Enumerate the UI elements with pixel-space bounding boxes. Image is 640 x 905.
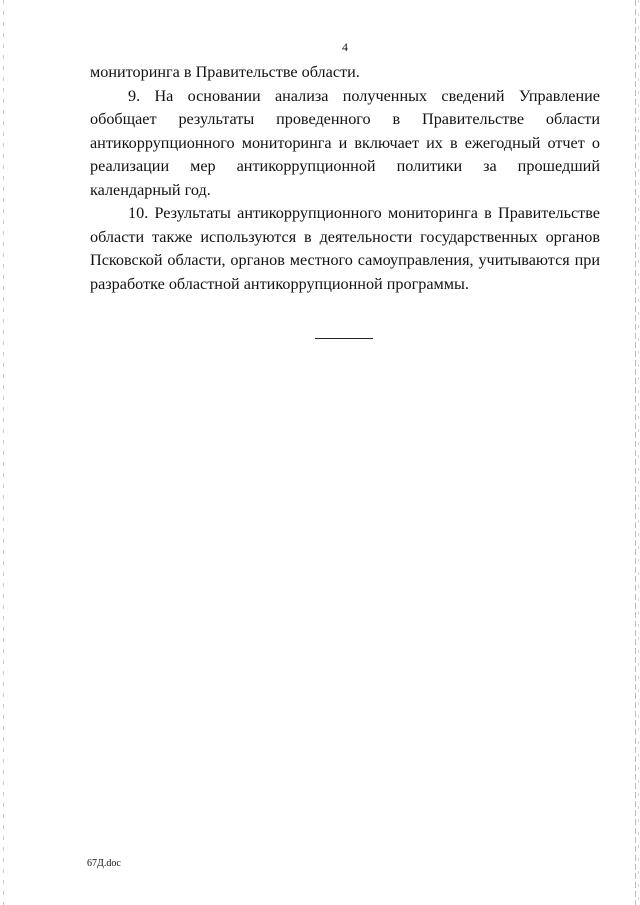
paragraph-line: Псковской области, органов местного самоуправления, учитываются при xyxy=(90,251,600,269)
scan-edge-left xyxy=(3,0,4,905)
paragraph-line: календарный год. xyxy=(90,180,211,199)
paragraph-line: антикоррупционного мониторинга и включает их в ежегодный отчет о xyxy=(90,133,600,152)
page-number: 4 xyxy=(342,40,348,54)
scan-edge-right xyxy=(635,0,636,905)
footer-filename: 67Д.doc xyxy=(87,858,121,869)
paragraph-line: реализации мер антикоррупционной политики за прошедший xyxy=(90,157,600,175)
continuation-line: мониторинга в Правительстве области. xyxy=(90,63,360,81)
paragraph-9 xyxy=(90,85,600,203)
document-body xyxy=(90,61,600,296)
paragraph-line: области также используются в деятельности государственных органов xyxy=(90,227,600,246)
paragraph-10 xyxy=(90,202,600,296)
scan-edge-right-outer xyxy=(638,0,639,905)
paragraph-line: разработке областной антикоррупционной программы. xyxy=(90,274,469,293)
end-of-text-rule xyxy=(315,338,373,339)
paragraph-line: обобщает результаты проведенного в Правительстве области xyxy=(90,110,600,128)
paragraph-line: 10. Результаты антикоррупционного мониторинга в Правительстве xyxy=(128,204,600,222)
paragraph-line: 9. На основании анализа полученных сведений Управление xyxy=(128,86,600,105)
